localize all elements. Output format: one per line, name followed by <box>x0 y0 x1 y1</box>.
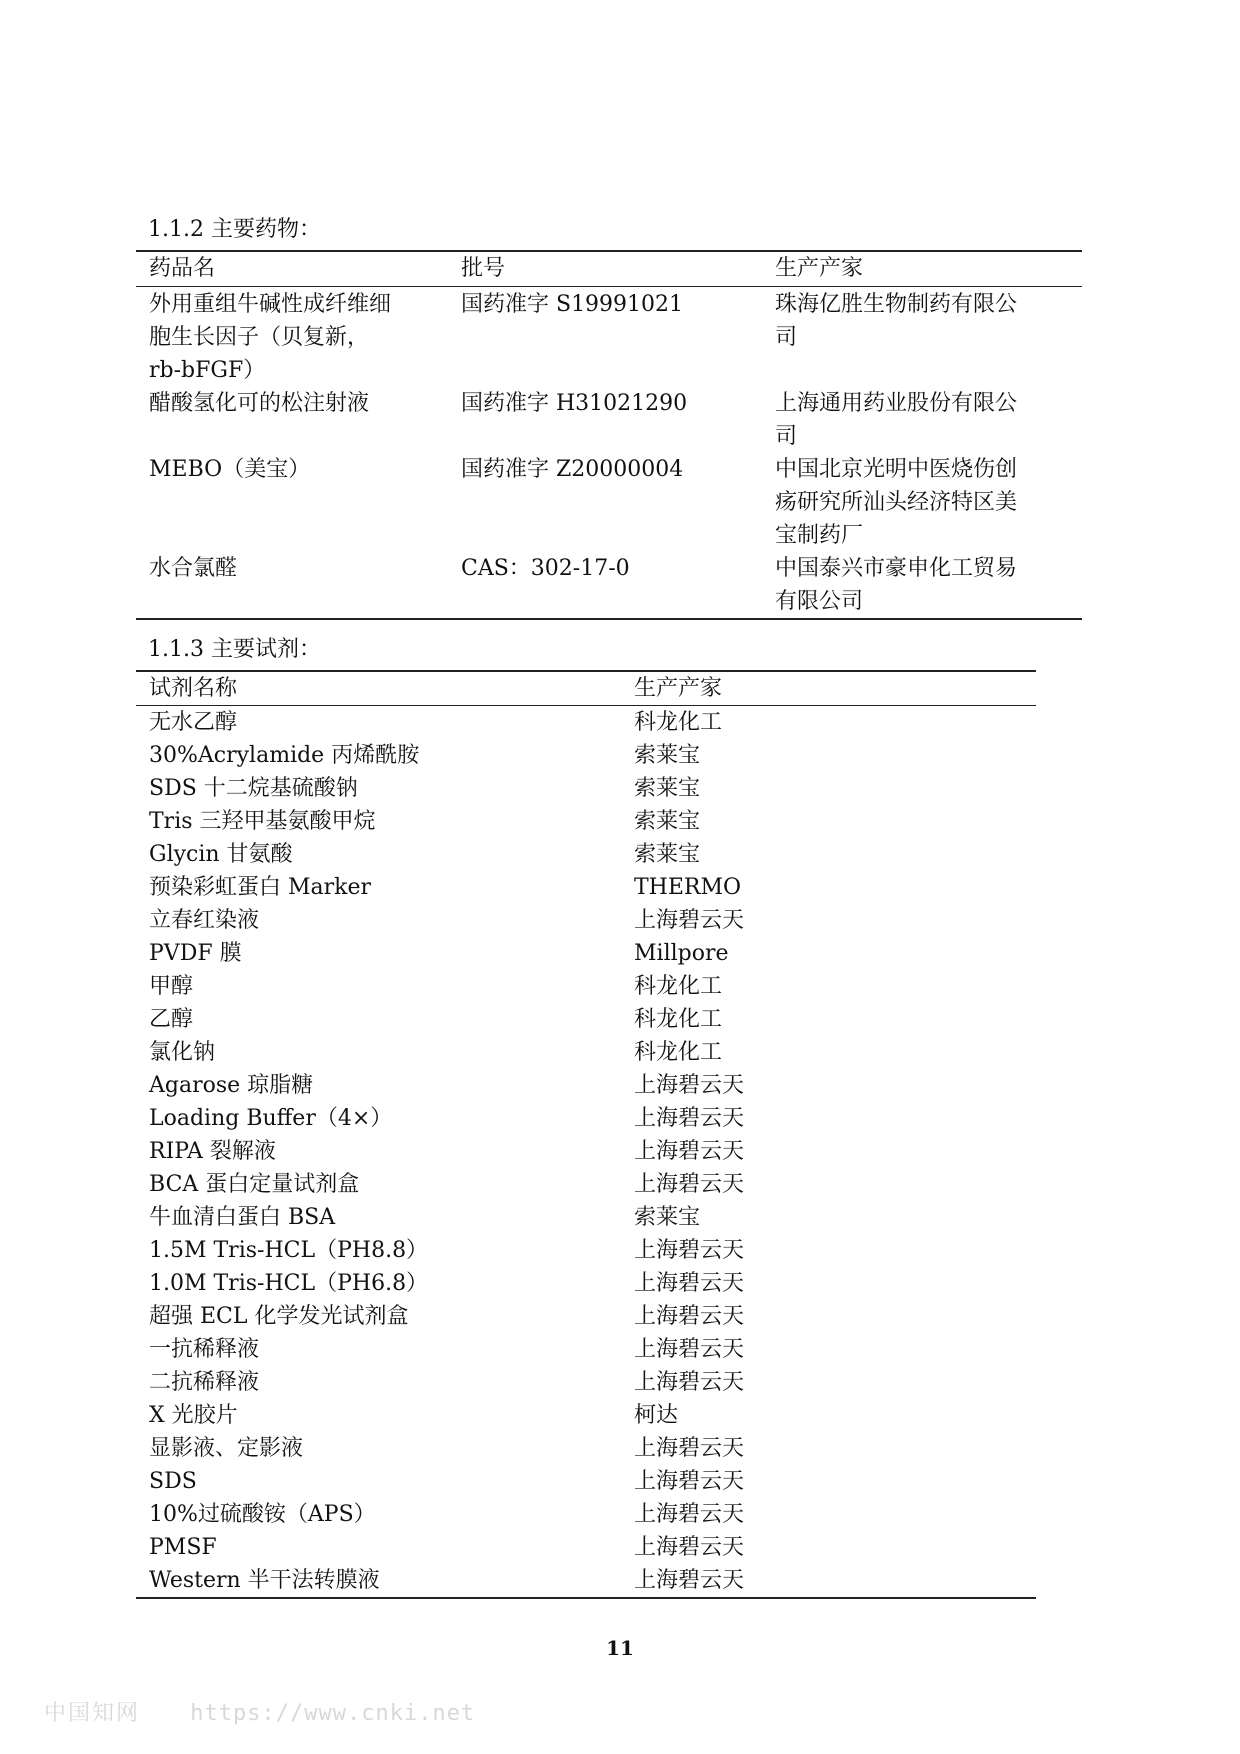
reagent-name-cell: RIPA 裂解液 <box>149 1139 276 1164</box>
table-body <box>136 706 1036 1597</box>
reagent-name-cell: 超强 ECL 化学发光试剂盒 <box>149 1304 409 1329</box>
table-row <box>136 1366 1036 1399</box>
text-line: MEBO（美宝） <box>149 457 311 482</box>
reagent-maker-cell: 上海碧云天 <box>634 1535 745 1560</box>
reagent-maker-cell: 上海碧云天 <box>634 1172 745 1197</box>
text-line: rb-bFGF） <box>149 358 266 383</box>
reagent-name-cell: 甲醇 <box>149 974 194 999</box>
section-title-drugs: 1.1.2 主要药物： <box>148 217 321 242</box>
reagent-name-cell: Agarose 琼脂糖 <box>149 1073 314 1098</box>
reagent-maker-cell: 科龙化工 <box>634 1040 723 1065</box>
watermark-url: https://www.cnki.net <box>190 1701 476 1726</box>
reagent-maker-cell: 索莱宝 <box>634 776 701 801</box>
table-row <box>136 772 1036 805</box>
reagent-maker-cell: 上海碧云天 <box>634 1139 745 1164</box>
reagent-name-cell: 10%过硫酸铵（APS） <box>149 1502 376 1527</box>
text-line: 中国泰兴市豪申化工贸易 <box>775 556 1018 581</box>
reagent-name-cell: SDS 十二烷基硫酸钠 <box>149 776 358 801</box>
reagent-name-cell: X 光胶片 <box>149 1403 238 1428</box>
reagent-name-cell: 乙醇 <box>149 1007 194 1032</box>
table-row <box>136 1399 1036 1432</box>
reagent-maker-cell: THERMO <box>634 875 742 900</box>
table-body <box>136 287 1082 618</box>
header-cell: 药品名 <box>149 256 216 281</box>
reagent-name-cell: 氯化钠 <box>149 1040 216 1065</box>
reagent-name-cell: Glycin 甘氨酸 <box>149 842 293 867</box>
text-line: 司 <box>775 424 798 449</box>
table-row <box>136 739 1036 772</box>
text-line: 有限公司 <box>775 589 864 614</box>
maker-cell <box>763 453 1082 552</box>
table-row <box>136 1234 1036 1267</box>
table-row <box>136 1564 1036 1597</box>
reagent-maker-cell: 索莱宝 <box>634 809 701 834</box>
table-row <box>136 805 1036 838</box>
header-cell: 试剂名称 <box>149 676 238 701</box>
table-row <box>136 387 1082 453</box>
table-row <box>136 1300 1036 1333</box>
reagent-name-cell: BCA 蛋白定量试剂盒 <box>149 1172 360 1197</box>
batch-cell: 国药准字 Z20000004 <box>461 457 684 482</box>
batch-cell: 国药准字 H31021290 <box>461 391 688 416</box>
reagent-name-cell: 显影液、定影液 <box>149 1436 304 1461</box>
table-row <box>136 1465 1036 1498</box>
drug-name-cell <box>136 387 449 453</box>
table-row <box>136 1003 1036 1036</box>
table-row <box>136 1531 1036 1564</box>
maker-cell <box>763 288 1082 387</box>
header-cell: 生产产家 <box>775 256 864 281</box>
table-row <box>136 1432 1036 1465</box>
reagent-name-cell: PVDF 膜 <box>149 941 242 966</box>
drug-name-cell <box>136 288 449 387</box>
maker-cell <box>763 552 1082 618</box>
batch-cell: 国药准字 S19991021 <box>461 292 684 317</box>
reagent-maker-cell: 索莱宝 <box>634 1205 701 1230</box>
reagent-name-cell: Tris 三羟甲基氨酸甲烷 <box>149 809 376 834</box>
maker-cell <box>763 387 1082 453</box>
page-number: 11 <box>606 1636 634 1660</box>
reagent-maker-cell: 上海碧云天 <box>634 1304 745 1329</box>
reagent-name-cell: Western 半干法转膜液 <box>149 1568 380 1593</box>
text-line: 胞生长因子（贝复新， <box>149 325 370 350</box>
table-row <box>136 1498 1036 1531</box>
reagent-maker-cell: 柯达 <box>634 1403 679 1428</box>
reagent-maker-cell: 索莱宝 <box>634 743 701 768</box>
drug-name-cell <box>136 453 449 552</box>
text-line: 醋酸氢化可的松注射液 <box>149 391 370 416</box>
text-line: 上海通用药业股份有限公 <box>775 391 1018 416</box>
table-header-row <box>136 252 1082 286</box>
text-line: 中国北京光明中医烧伤创 <box>775 457 1018 482</box>
reagent-name-cell: 牛血清白蛋白 BSA <box>149 1205 336 1230</box>
reagent-name-cell: Loading Buffer（4×） <box>149 1106 393 1131</box>
table-row <box>136 1036 1036 1069</box>
table-row <box>136 453 1082 552</box>
table-row <box>136 1267 1036 1300</box>
reagent-maker-cell: 上海碧云天 <box>634 1502 745 1527</box>
reagent-name-cell: 1.0M Tris-HCL（PH6.8） <box>149 1271 429 1296</box>
drugs-table <box>136 250 1082 620</box>
header-cell: 批号 <box>461 256 506 281</box>
reagent-maker-cell: 上海碧云天 <box>634 1106 745 1131</box>
table-row <box>136 706 1036 739</box>
reagent-name-cell: PMSF <box>149 1535 217 1560</box>
table-row <box>136 838 1036 871</box>
reagent-maker-cell: 上海碧云天 <box>634 1271 745 1296</box>
watermark-site-name: 中国知网 <box>44 1701 141 1726</box>
reagent-maker-cell: 上海碧云天 <box>634 1073 745 1098</box>
table-row <box>136 288 1082 387</box>
section-title-reagents: 1.1.3 主要试剂： <box>148 637 321 662</box>
reagent-maker-cell: Millpore <box>634 941 729 966</box>
text-line: 疡研究所汕头经济特区美 <box>775 490 1018 515</box>
text-line: 珠海亿胜生物制药有限公 <box>775 292 1018 317</box>
reagent-name-cell: SDS <box>149 1469 197 1494</box>
drug-name-cell <box>136 552 449 618</box>
reagents-table <box>136 670 1036 1599</box>
reagent-maker-cell: 索莱宝 <box>634 842 701 867</box>
reagent-name-cell: 1.5M Tris-HCL（PH8.8） <box>149 1238 429 1263</box>
reagent-maker-cell: 上海碧云天 <box>634 1568 745 1593</box>
text-line: 水合氯醛 <box>149 556 238 581</box>
header-cell: 生产产家 <box>634 676 723 701</box>
table-row <box>136 1168 1036 1201</box>
table-header-row <box>136 672 1036 705</box>
table-bottom-rule <box>136 1597 1036 1599</box>
reagent-maker-cell: 上海碧云天 <box>634 908 745 933</box>
reagent-name-cell: 无水乙醇 <box>149 710 238 735</box>
table-row <box>136 1135 1036 1168</box>
table-row <box>136 552 1082 618</box>
table-row <box>136 1333 1036 1366</box>
text-line: 宝制药厂 <box>775 523 864 548</box>
table-row <box>136 871 1036 904</box>
table-row <box>136 1201 1036 1234</box>
table-bottom-rule <box>136 618 1082 620</box>
table-row <box>136 1069 1036 1102</box>
reagent-maker-cell: 上海碧云天 <box>634 1436 745 1461</box>
reagent-name-cell: 立春红染液 <box>149 908 260 933</box>
reagent-maker-cell: 科龙化工 <box>634 1007 723 1032</box>
reagent-maker-cell: 上海碧云天 <box>634 1469 745 1494</box>
watermark <box>44 1696 475 1727</box>
reagent-name-cell: 二抗稀释液 <box>149 1370 260 1395</box>
reagent-name-cell: 30%Acrylamide 丙烯酰胺 <box>149 743 420 768</box>
reagent-maker-cell: 上海碧云天 <box>634 1337 745 1362</box>
reagent-maker-cell: 上海碧云天 <box>634 1238 745 1263</box>
reagent-maker-cell: 上海碧云天 <box>634 1370 745 1395</box>
batch-cell: CAS：302-17-0 <box>461 556 630 581</box>
text-line: 司 <box>775 325 798 350</box>
reagent-name-cell: 一抗稀释液 <box>149 1337 260 1362</box>
reagent-maker-cell: 科龙化工 <box>634 710 723 735</box>
reagent-maker-cell: 科龙化工 <box>634 974 723 999</box>
table-row <box>136 970 1036 1003</box>
table-row <box>136 904 1036 937</box>
table-row <box>136 1102 1036 1135</box>
reagent-name-cell: 预染彩虹蛋白 Marker <box>149 875 372 900</box>
text-line: 外用重组牛碱性成纤维细 <box>149 292 392 317</box>
table-row <box>136 937 1036 970</box>
